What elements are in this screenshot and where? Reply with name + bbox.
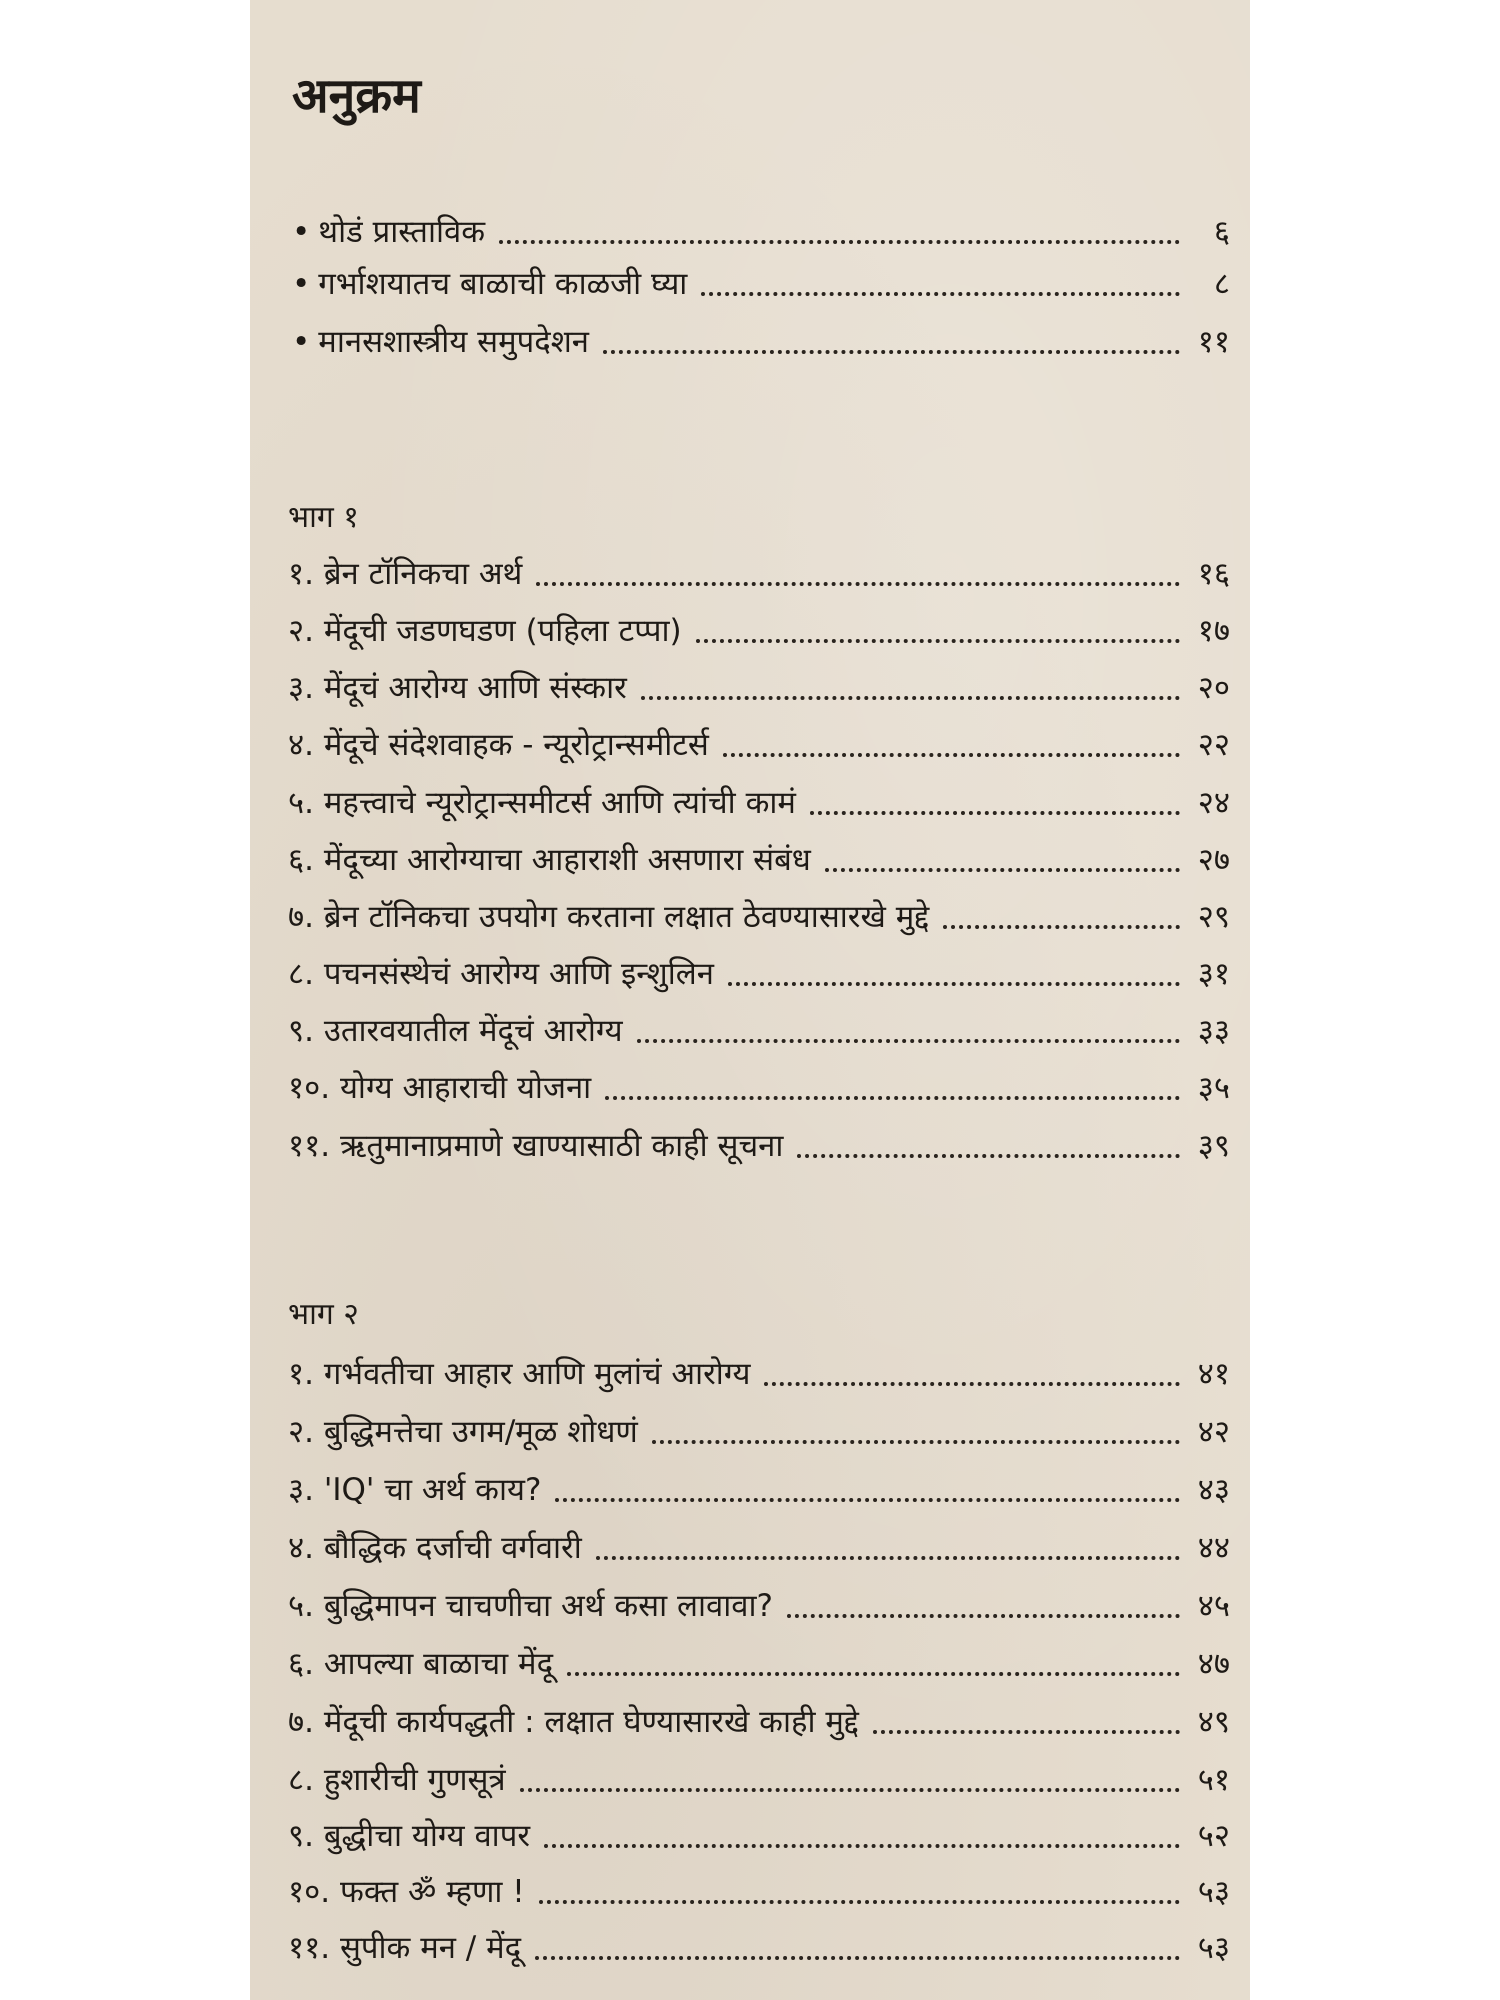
toc-entry-page: ४९ [1197,1704,1230,1740]
toc-entry-intro-2 [292,262,1230,306]
toc-entry-page: २४ [1197,785,1230,821]
toc-entry [288,1814,1230,1858]
toc-entry [288,609,1230,653]
dot-leader [535,1956,1180,1960]
dot-leader [520,1788,1180,1792]
toc-entry-page: ५१ [1197,1762,1230,1798]
dot-leader [764,1382,1180,1386]
toc-entry-label: ८. हुशारीची गुणसूत्रं [288,1762,506,1798]
toc-entry [288,1758,1230,1802]
bullet-icon: • [292,324,311,360]
toc-entry-page: ३५ [1197,1070,1230,1106]
dot-leader [810,811,1180,815]
toc-entry-page: ४३ [1197,1472,1230,1508]
toc-entry [288,1870,1230,1914]
toc-entry-page: ४१ [1197,1356,1230,1392]
toc-entry-page: २२ [1197,727,1230,763]
toc-entry-label: ५. महत्त्वाचे न्यूरोट्रान्समीटर्स आणि त्यांची कामं [288,785,796,821]
toc-entry-label: २. बुद्धिमत्तेचा उगम/मूळ शोधणं [288,1414,638,1450]
toc-entry-page: १६ [1197,556,1230,592]
toc-entry [288,1700,1230,1744]
dot-leader [536,582,1180,586]
toc-entry-label: मानसशास्त्रीय समुपदेशन [318,324,590,360]
toc-entry-page: २० [1197,670,1230,706]
toc-entry [288,1584,1230,1628]
dot-leader [696,639,1180,643]
dot-leader [605,1096,1180,1100]
dot-leader [539,1900,1180,1904]
toc-entry-label: १०. फक्त ॐ म्हणा ! [288,1874,525,1910]
toc-entry-label: १. ब्रेन टॉनिकचा अर्थ [288,556,523,592]
toc-entry-label: ३. 'IQ' चा अर्थ काय? [288,1472,542,1508]
toc-entry-label: ८. पचनसंस्थेचं आरोग्य आणि इन्शुलिन [288,956,715,992]
toc-entry-label: ५. बुद्धिमापन चाचणीचा अर्थ कसा लावावा? [288,1588,773,1624]
page-title: अनुक्रम [292,68,421,124]
dot-leader [652,1440,1180,1444]
toc-entry-intro-1 [292,210,1230,254]
dot-leader [544,1844,1180,1848]
toc-entry-label: ४. मेंदूचे संदेशवाहक - न्यूरोट्रान्समीटर्स [288,727,709,763]
toc-entry-page: ५२ [1197,1818,1230,1854]
dot-leader [596,1556,1180,1560]
toc-entry-label: ११. ऋतुमानाप्रमाणे खाण्यासाठी काही सूचना [288,1128,784,1164]
toc-entry-page: ५३ [1197,1930,1230,1966]
bullet-icon: • [292,214,311,250]
dot-leader [797,1154,1180,1158]
bullet-icon: • [292,266,311,302]
toc-entry [288,781,1230,825]
toc-entry-label: ९. बुद्धीचा योग्य वापर [288,1818,531,1854]
toc-entry-label: ६. मेंदूच्या आरोग्याचा आहाराशी असणारा संबंध [288,842,811,878]
toc-entry [288,552,1230,596]
toc-entry-page: ८ [1213,266,1230,302]
toc-entry [288,1642,1230,1686]
toc-entry-page: १७ [1197,613,1230,649]
toc-entry-page: २९ [1197,899,1230,935]
dot-leader [728,982,1180,986]
toc-entry-page: ३९ [1197,1128,1230,1164]
toc-entry-page: ३१ [1197,956,1230,992]
toc-entry-label: १०. योग्य आहाराची योजना [288,1070,592,1106]
toc-entry [288,723,1230,767]
toc-entry-page: ४७ [1197,1646,1230,1682]
toc-entry-label: ३. मेंदूचं आरोग्य आणि संस्कार [288,670,627,706]
toc-entry [288,952,1230,996]
toc-entry-label: थोडं प्रास्ताविक [318,214,486,250]
toc-entry-label: ६. आपल्या बाळाचा मेंदू [288,1646,554,1682]
dot-leader [555,1498,1180,1502]
dot-leader [873,1730,1180,1734]
dot-leader [701,292,1180,296]
toc-entry-label: ४. बौद्धिक दर्जाची वर्गवारी [288,1530,582,1566]
toc-entry [288,1009,1230,1053]
toc-entry-page: ४२ [1197,1414,1230,1450]
dot-leader [567,1672,1180,1676]
toc-entry-label: ९. उतारवयातील मेंदूचं आरोग्य [288,1013,623,1049]
toc-entry-label: ११. सुपीक मन / मेंदू [288,1930,522,1966]
dot-leader [603,350,1180,354]
toc-entry-label: ७. ब्रेन टॉनिकचा उपयोग करताना लक्षात ठेवण्यासारखे मुद्दे [288,899,930,935]
dot-leader [637,1039,1180,1043]
toc-entry [288,1066,1230,1110]
toc-entry-intro-3 [292,320,1230,364]
toc-entry-label: २. मेंदूची जडणघडण (पहिला टप्पा) [288,613,682,649]
dot-leader [723,753,1180,757]
section-heading-part-2: भाग २ [288,1297,359,1332]
toc-entry [288,1526,1230,1570]
toc-entry [288,1926,1230,1970]
toc-entry-page: ११ [1197,324,1230,360]
toc-entry-page: ३३ [1197,1013,1230,1049]
dot-leader [787,1614,1180,1618]
toc-entry-page: ५३ [1197,1874,1230,1910]
toc-entry [288,1410,1230,1454]
dot-leader [825,868,1180,872]
dot-leader [943,925,1180,929]
toc-entry-page: ४५ [1197,1588,1230,1624]
toc-entry [288,895,1230,939]
toc-entry-page: २७ [1197,842,1230,878]
toc-entry [288,1124,1230,1168]
toc-entry [288,666,1230,710]
dot-leader [641,696,1180,700]
toc-entry-label: गर्भाशयातच बाळाची काळजी घ्या [318,266,688,302]
toc-entry [288,1352,1230,1396]
book-page [250,0,1250,2000]
dot-leader [499,240,1180,244]
toc-entry-label: ७. मेंदूची कार्यपद्धती : लक्षात घेण्यासारखे काही मुद्दे [288,1704,859,1740]
toc-entry-page: ४४ [1197,1530,1230,1566]
toc-entry [288,838,1230,882]
section-heading-part-1: भाग १ [288,500,359,535]
toc-entry-page: ६ [1213,214,1230,250]
toc-entry [288,1468,1230,1512]
toc-entry-label: १. गर्भवतीचा आहार आणि मुलांचं आरोग्य [288,1356,751,1392]
